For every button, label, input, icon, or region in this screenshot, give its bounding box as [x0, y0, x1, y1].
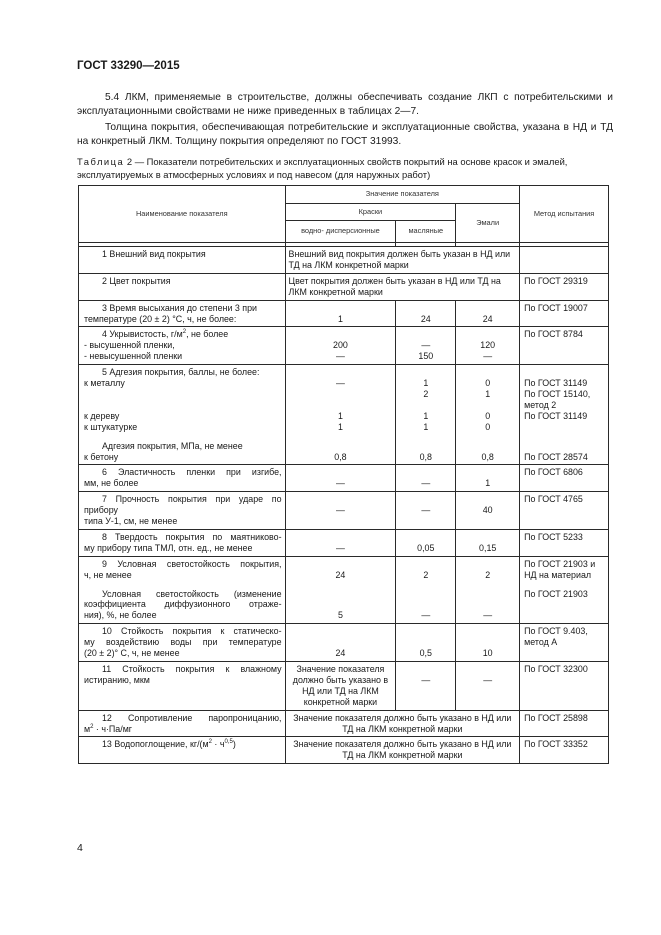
row-method: По ГОСТ 6806: [520, 465, 609, 492]
table-row: [79, 465, 609, 492]
value-waterborne: 24 5: [285, 556, 396, 624]
row-method: По ГОСТ 29319: [520, 273, 609, 300]
value-waterborne: —: [285, 529, 396, 556]
caption-text: 2 — Показатели потребительских и эксплуатационных свойств покрытий на основе красок и эмалей, эксплуатируемых в атмосферных условиях и под навесом (для наружных работ): [77, 156, 568, 180]
table-row: [79, 737, 609, 764]
table-caption: [77, 156, 617, 181]
value-enamel: 10: [456, 624, 520, 662]
header-oil: масляные: [396, 221, 456, 243]
value-enamel: 0 1 0 0 0,8: [456, 365, 520, 465]
table-row: [79, 300, 609, 327]
intro-paragraph-1: 5.4 ЛКМ, применяемые в строительстве, должны обеспечивать создание ЛКП с потребительскими и эксплуатационными свойствами не ниже приведенных в таблицах 2—7.: [77, 92, 613, 117]
row-merged-value: Значение показателя должно быть указано в НД или ТД на ЛКМ конкретной марки: [285, 737, 520, 764]
properties-table: [78, 185, 609, 764]
value-enamel: 40: [456, 492, 520, 530]
table-row: [79, 529, 609, 556]
row-method: По ГОСТ 8784: [520, 327, 609, 365]
row-method: По ГОСТ 21903 и НД на материал По ГОСТ 21903: [520, 556, 609, 624]
row-name: 9 Условная светостойкость покрытия, ч, не менее Условная светостойкость (изменение коэффициента диффузионного отраже- ния), %, не более: [79, 556, 286, 624]
row-method: По ГОСТ 4765: [520, 492, 609, 530]
row-method: По ГОСТ 31149 По ГОСТ 15140, метод 2 По ГОСТ 31149 По ГОСТ 28574: [520, 365, 609, 465]
table-row: [79, 662, 609, 711]
value-oil: —: [396, 465, 456, 492]
row-name: 2 Цвет покрытия: [79, 273, 286, 300]
row-name: 7 Прочность покрытия при ударе по прибору типа У-1, см, не менее: [79, 492, 286, 530]
value-waterborne: —: [285, 492, 396, 530]
intro-text: [77, 91, 613, 151]
caption-label: Таблица: [77, 156, 125, 167]
value-enamel: —: [456, 662, 520, 711]
row-name: 5 Адгезия покрытия, баллы, не более: к металлу к дереву к штукатурке Адгезия покрытия, МПа, не менее к бетону: [79, 365, 286, 465]
header-method: Метод испытания: [520, 186, 609, 243]
row-name: 6 Эластичность пленки при изгибе, мм, не более: [79, 465, 286, 492]
value-oil: 0,5: [396, 624, 456, 662]
row-name: 10 Стойкость покрытия к статическо- му воздействию воды при температуре (20 ± 2)° С, ч, не менее: [79, 624, 286, 662]
value-waterborne: 200 —: [285, 327, 396, 365]
table-row: [79, 327, 609, 365]
value-oil: 2 —: [396, 556, 456, 624]
value-enamel: 24: [456, 300, 520, 327]
row-name: 13 Водопоглощение, $кг/(м^2 \cdot ч^{0,5})$: [79, 737, 286, 764]
row-method: [520, 247, 609, 274]
row-name: 3 Время высыхания до степени 3 при температуре (20 ± 2) °С, ч, не более:: [79, 300, 286, 327]
row-merged-value: Внешний вид покрытия должен быть указан в НД или ТД на ЛКМ конкретной марки: [285, 247, 520, 274]
row-method: По ГОСТ 19007: [520, 300, 609, 327]
value-oil: —: [396, 492, 456, 530]
row-method: По ГОСТ 25898: [520, 710, 609, 737]
document-code: ГОСТ 33290—2015: [77, 60, 180, 72]
table-row: [79, 624, 609, 662]
row-name: 8 Твердость покрытия по маятниково- му прибору типа ТМЛ, отн. ед., не менее: [79, 529, 286, 556]
value-oil: — 150: [396, 327, 456, 365]
value-oil: 1 2 1 1 0,8: [396, 365, 456, 465]
row-name: 12 Сопротивление паропроницанию, $м^2 \cdot ч\cdot Па/мг$: [79, 710, 286, 737]
page-number: 4: [77, 842, 83, 854]
table-row: [79, 365, 609, 465]
value-oil: 0,05: [396, 529, 456, 556]
row-name: 1 Внешний вид покрытия: [79, 247, 286, 274]
header-value: Значение показателя: [285, 186, 520, 204]
value-enamel: 120 —: [456, 327, 520, 365]
row-merged-value: Цвет покрытия должен быть указан в НД или ТД на ЛКМ конкретной марки: [285, 273, 520, 300]
table-row: [79, 273, 609, 300]
row-method: По ГОСТ 33352: [520, 737, 609, 764]
table-row: [79, 556, 609, 624]
row-method: По ГОСТ 5233: [520, 529, 609, 556]
intro-paragraph-2: Толщина покрытия, обеспечивающая потребительские и эксплуатационные свойства, указана в НД и ТД на конкретный ЛКМ. Толщину покрытия определяют по ГОСТ 31993.: [77, 122, 613, 147]
row-method: По ГОСТ 32300: [520, 662, 609, 711]
row-name: 11 Стойкость покрытия к влажному истиранию, мкм: [79, 662, 286, 711]
row-name: 4 Укрывистость, $г/м^2$, не более - высушенной пленки, - невысушенной пленки: [79, 327, 286, 365]
header-name: Наименование показателя: [79, 186, 286, 243]
table-row: [79, 710, 609, 737]
value-waterborne: Значение показателя должно быть указано в НД или ТД на ЛКМ конкретной марки: [285, 662, 396, 711]
table-row: [79, 492, 609, 530]
value-oil: 24: [396, 300, 456, 327]
header-enamels: Эмали: [456, 204, 520, 243]
value-waterborne: —: [285, 465, 396, 492]
value-enamel: 1: [456, 465, 520, 492]
value-enamel: 2 —: [456, 556, 520, 624]
value-waterborne: — 1 1 0,8: [285, 365, 396, 465]
row-merged-value: Значение показателя должно быть указано в НД или ТД на ЛКМ конкретной марки: [285, 710, 520, 737]
value-waterborne: 1: [285, 300, 396, 327]
value-waterborne: 24: [285, 624, 396, 662]
value-oil: —: [396, 662, 456, 711]
value-enamel: 0,15: [456, 529, 520, 556]
row-method: По ГОСТ 9.403, метод А: [520, 624, 609, 662]
table-row: [79, 247, 609, 274]
header-waterborne: водно- дисперсионные: [285, 221, 396, 243]
header-paints: Краски: [285, 204, 456, 221]
